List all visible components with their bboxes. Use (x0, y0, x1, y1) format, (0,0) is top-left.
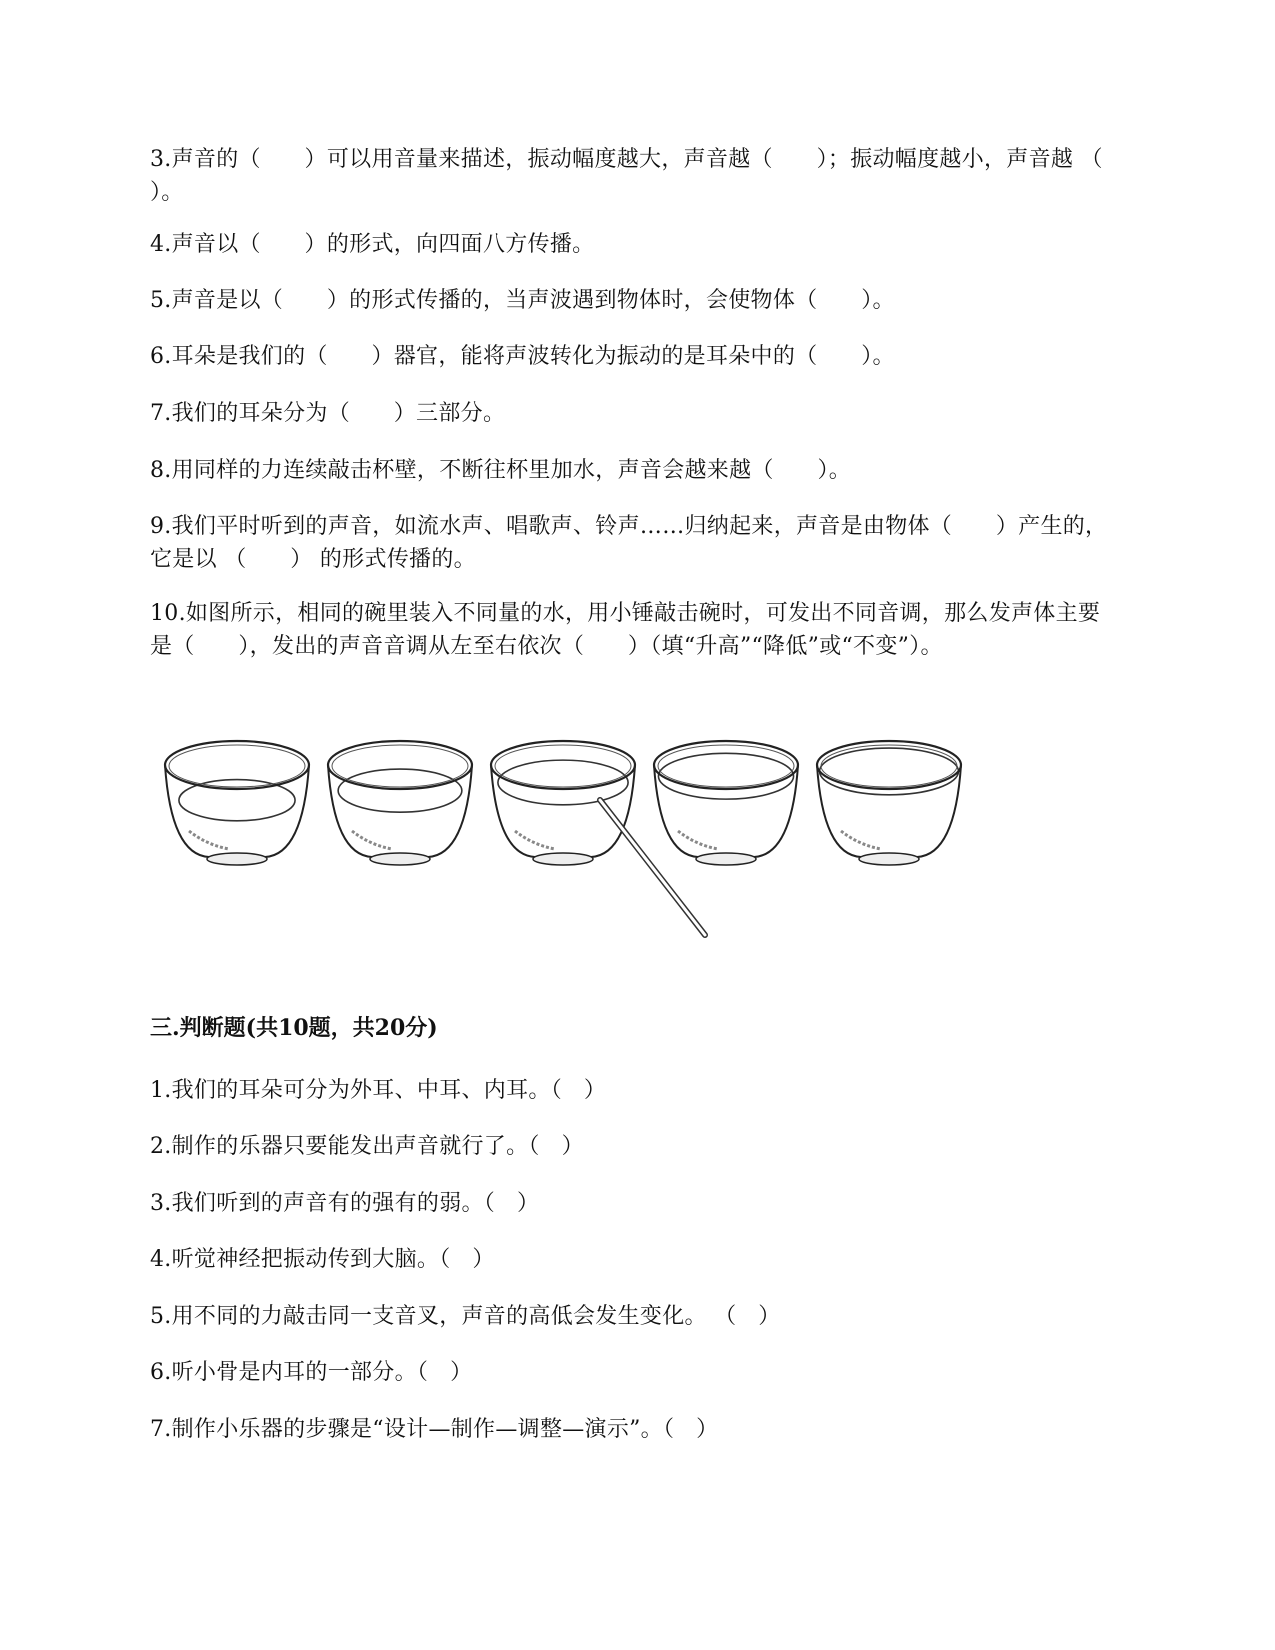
judge-question-1: 1.我们的耳朵可分为外耳、中耳、内耳。（ ） (150, 1078, 607, 1103)
judge-question-7: 7.制作小乐器的步骤是“设计—制作—调整—演示”。（ ） (150, 1417, 719, 1442)
fill-question-7: 7.我们的耳朵分为（ ）三部分。 (150, 401, 506, 426)
judge-question-4: 4.听觉神经把振动传到大脑。（ ） (150, 1247, 495, 1272)
five-bowls-illustration (155, 735, 1005, 950)
judge-question-6: 6.听小骨是内耳的一部分。（ ） (150, 1360, 473, 1385)
fill-question-10: 10.如图所示，相同的碗里装入不同量的水，用小锤敲击碗时，可发出不同音调，那么发声体主要是（ ），发出的声音音调从左至右依次（ ）（填“升高”“降低”或“不变”）。 (150, 601, 1101, 659)
judge-question-5: 5.用不同的力敲击同一支音叉，声音的高低会发生变化。 （ ） (150, 1304, 781, 1329)
section-heading: 三.判断题(共10题，共20分) (150, 1015, 438, 1041)
fill-question-5: 5.声音是以（ ）的形式传播的，当声波遇到物体时，会使物体（ ）。 (150, 288, 895, 313)
fill-question-4: 4.声音以（ ）的形式，向四面八方传播。 (150, 232, 595, 257)
bowl-icon (328, 741, 472, 865)
bowl-icon (491, 741, 635, 865)
bowl-icon (817, 741, 961, 865)
judge-question-2: 2.制作的乐器只要能发出声音就行了。（ ） (150, 1134, 584, 1159)
fill-question-9: 9.我们平时听到的声音，如流水声、唱歌声、铃声……归纳起来，声音是由物体（ ）产生的，它是以 （ ） 的形式传播的。 (150, 514, 1108, 572)
judge-question-3: 3.我们听到的声音有的强有的弱。（ ） (150, 1191, 540, 1216)
bowl-icon (654, 741, 798, 865)
fill-question-6: 6.耳朵是我们的（ ）器官，能将声波转化为振动的是耳朵中的（ ）。 (150, 344, 895, 369)
bowl-icon (165, 741, 309, 865)
bowls-group (165, 741, 961, 865)
fill-question-3: 3.声音的（ ）可以用音量来描述，振动幅度越大，声音越（ ）；振动幅度越小，声音越 （ ）。 (150, 147, 1147, 205)
fill-question-8: 8.用同样的力连续敲击杯壁，不断往杯里加水，声音会越来越（ ）。 (150, 458, 852, 483)
